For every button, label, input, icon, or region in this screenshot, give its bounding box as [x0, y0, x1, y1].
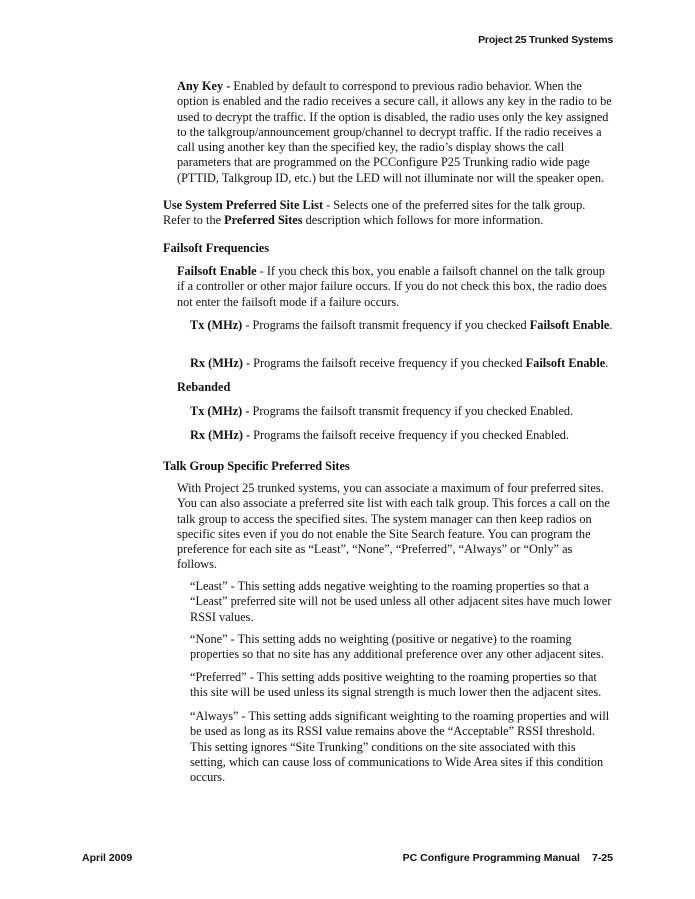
failsoft-enable-term: Failsoft Enable — [177, 264, 257, 278]
none-paragraph: “None” - This setting adds no weighting (positive or negative) to the roaming properties so that no site has any additional preference over any other adjacent sites. — [190, 632, 604, 662]
preferred-site-list-paragraph — [163, 198, 613, 229]
failsoft-enable-text: - If you check this box, you enable a failsoft channel on the talk group if a controller or other major failure occurs. If you do not check this box, the radio does not enter the failsoft mode if a failure occurs. — [177, 264, 607, 309]
footer-page-number: 7-25 — [591, 852, 613, 864]
rebanded-rx-text: Programs the failsoft receive frequency if you checked Enabled. — [250, 428, 569, 442]
rebanded-rx-paragraph — [190, 428, 613, 443]
preferred-paragraph: “Preferred” - This setting adds positive weighting to the roaming properties so that this site will be used unless its signal strength is much lower then the adjacent sites. — [190, 670, 602, 700]
failsoft-tx-text: - Programs the failsoft transmit frequency if you checked — [242, 318, 530, 332]
any-key-paragraph — [177, 79, 613, 186]
failsoft-tx-term: Tx (MHz) — [190, 318, 243, 332]
footer-manual: PC Configure Programming Manual — [402, 852, 580, 864]
failsoft-rx-ref: Failsoft Enable — [525, 356, 606, 370]
failsoft-tx-ref: Failsoft Enable — [529, 318, 610, 332]
footer-manual-page — [403, 852, 613, 864]
failsoft-rx-text: - Programs the failsoft receive frequency if you checked — [242, 356, 526, 370]
page-header: Project 25 Trunked Systems — [478, 34, 613, 46]
any-key-text: Enabled by default to correspond to previous radio behavior. When the option is enabled and the radio receives a secure call, it allows any key in the radio to be used to decrypt the traffic. If the option is disabled, the radio uses only the key assigned to the talkgroup/announcement group/channel to decrypt traffic. If the radio receives a call using another key than the specified key, the radio’s display shows the call parameters that are programmed on the PCConfigure P25 Trunking radio wide page (PTTID, Talkgroup ID, etc.) but the LED will not illuminate nor will the speaker open. — [177, 79, 612, 185]
period: . — [605, 356, 609, 370]
rebanded-tx-term: Tx (MHz) - — [190, 404, 250, 418]
rebanded-heading: Rebanded — [177, 380, 231, 394]
failsoft-tx-paragraph — [190, 318, 613, 333]
preferred-site-list-text2: description which follows for more information. — [302, 213, 544, 228]
rebanded-tx-paragraph — [190, 404, 613, 419]
preferred-site-list-term: Use System Preferred Site List — [163, 198, 324, 212]
failsoft-enable-paragraph — [177, 264, 613, 310]
always-paragraph: “Always” - This setting adds significant weighting to the roaming properties and will be used as long as its RSSI value remains above the “Acceptable” RSSI threshold. This setting ignores “Site Trunking” conditions on the site associated with this setting, which can cause loss of communications to Wide Area sites if this condition occurs. — [190, 709, 610, 785]
preferred-sites-ref: Preferred Sites — [224, 213, 303, 228]
any-key-term: Any Key - — [177, 79, 231, 93]
least-paragraph: “Least” - This setting adds negative weighting to the roaming properties so that a “Least” preferred site will not be used unless all other adjacent sites have much lower RSSI values. — [190, 579, 612, 624]
failsoft-rx-paragraph — [190, 356, 613, 371]
failsoft-rx-term: Rx (MHz) — [190, 356, 243, 370]
rebanded-rx-term: Rx (MHz) - — [190, 428, 251, 442]
period: . — [609, 318, 613, 332]
rebanded-tx-text: Programs the failsoft transmit frequency if you checked Enabled. — [249, 404, 574, 418]
tg-sites-heading: Talk Group Specific Preferred Sites — [163, 459, 350, 473]
preferred-site-list-text1: - Selects one of the preferred sites for the talk group. Refer to the — [163, 198, 586, 228]
failsoft-heading: Failsoft Frequencies — [163, 241, 269, 255]
footer-date: April 2009 — [82, 852, 133, 864]
tg-sites-intro: With Project 25 trunked systems, you can associate a maximum of four preferred sites. You can also associate a preferred site list with each talk group. This forces a call on the talk group to access the specified sites. The system manager can then keep radios on specific sites even if you do not enable the Site Search feature. You can program the preference for each site as “Least”, “None”, “Preferred”, “Always” or “Only” as follows. — [177, 481, 610, 572]
